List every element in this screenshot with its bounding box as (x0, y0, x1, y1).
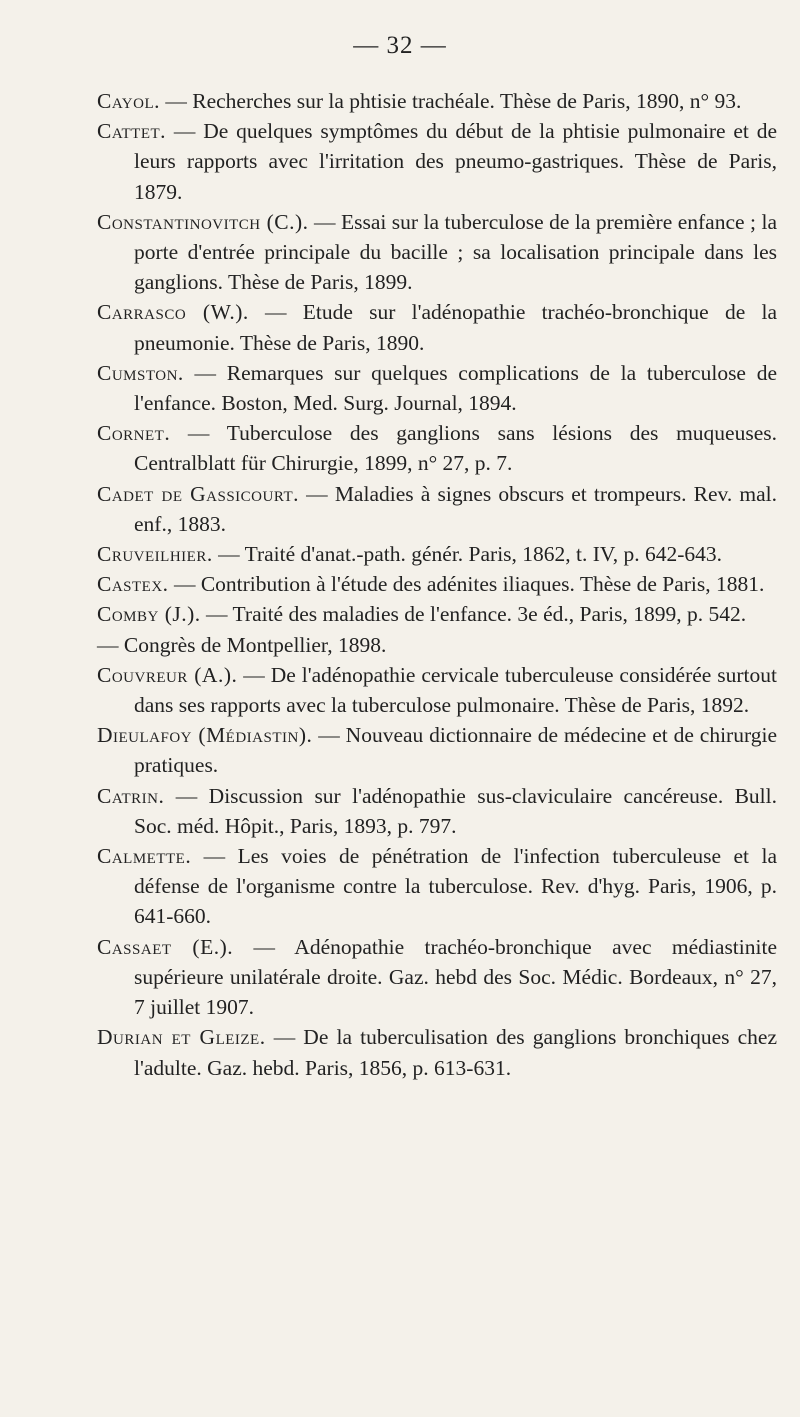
bibliography-entry (97, 207, 777, 298)
entry-text: — Discussion sur l'adénopathie sus-claviculaire cancéreuse. Bull. Soc. méd. Hôpit., Paris, 1893, p. 797. (134, 783, 777, 838)
bibliography-entry (97, 539, 777, 569)
entry-text: — Recherches sur la phtisie trachéale. Thèse de Paris, 1890, n° 93. (160, 89, 742, 113)
entry-author: Cattet. (97, 119, 167, 144)
bibliography-entry (97, 630, 777, 660)
entry-text: — Tuberculose des ganglions sans lésions des muqueuses. Centralblatt für Chirurgie, 1899, n° 27, p. 7. (134, 421, 777, 476)
entry-author: Cumston. (97, 360, 184, 385)
bibliography-entry (97, 660, 777, 720)
entry-text: — Maladies à signes obscurs et trompeurs. Rev. mal. enf., 1883. (134, 481, 777, 536)
bibliography-entry (97, 1022, 777, 1082)
bibliography-entry (97, 599, 777, 629)
entry-author: Castex. (97, 572, 169, 597)
entry-text: — Adénopathie trachéo-bronchique avec médiastinite supérieure unilatérale droite. Gaz. hebd des Soc. Médic. Bordeaux, n° 27, 7 juillet 1907. (134, 934, 777, 1020)
bibliography-entry (97, 569, 777, 599)
bibliography-entry (97, 841, 777, 932)
entry-text: — Essai sur la tuberculose de la première enfance ; la porte d'entrée principale du bacille ; sa localisation principale dans les ganglions. Thèse de Paris, 1899. (134, 209, 777, 295)
entry-author: Durian et Gleize. (97, 1025, 266, 1050)
bibliography-list (97, 86, 777, 1083)
bibliography-entry (97, 297, 777, 357)
entry-text: — Remarques sur quelques complications de la tuberculose de l'enfance. Boston, Med. Surg. Journal, 1894. (134, 360, 777, 416)
entry-author: Catrin. (97, 783, 165, 808)
page-number: — 32 — (353, 32, 447, 59)
bibliography-entry (97, 358, 777, 418)
entry-text: — Etude sur l'adénopathie trachéo-bronchique de la pneumonie. Thèse de Paris, 1890. (134, 300, 777, 355)
entry-text: — Congrès de Montpellier, 1898. (97, 632, 387, 657)
bibliography-entry (97, 86, 777, 116)
entry-text: — De quelques symptômes du début de la phtisie pulmonaire et de leurs rapports avec l'irritation des pneumo-gastriques. Thèse de Paris, 1879. (134, 119, 777, 204)
entry-author: Dieulafoy (Médiastin). (97, 723, 313, 748)
bibliography-entry (97, 418, 777, 478)
entry-author: Carrasco (W.). (97, 300, 249, 325)
entry-author: Cornet. (97, 421, 171, 446)
entry-author: Couvreur (A.). (97, 662, 238, 687)
bibliography-entry (97, 116, 777, 207)
entry-author: Calmette. (97, 844, 192, 869)
bibliography-entry (97, 720, 777, 780)
entry-author: Cruveilhier. (97, 542, 213, 567)
bibliography-entry (97, 479, 777, 539)
entry-text: — Les voies de pénétration de l'infection tuberculeuse et la défense de l'organisme contre la tuberculose. Rev. d'hyg. Paris, 1906, p. 641-660. (134, 844, 777, 929)
entry-text: — De l'adénopathie cervicale tuberculeuse considérée surtout dans ses rapports avec la tuberculose pulmonaire. Thèse de Paris, 1892. (134, 662, 777, 718)
bibliography-entry (97, 932, 777, 1023)
entry-text: — Traité d'anat.-path. génér. Paris, 1862, t. IV, p. 642-643. (212, 542, 722, 567)
entry-author: Cassaet (E.). (97, 934, 234, 959)
entry-author: Cayol. (97, 89, 160, 113)
entry-author: Cadet de Gassicourt. (97, 481, 299, 506)
bibliography-entry (97, 781, 777, 841)
entry-text: — De la tuberculisation des ganglions bronchiques chez l'adulte. Gaz. hebd. Paris, 1856, p. 613-631. (134, 1025, 777, 1080)
entry-author: Comby (J.). (97, 602, 201, 627)
entry-text: — Contribution à l'étude des adénites iliaques. Thèse de Paris, 1881. (168, 572, 765, 597)
entry-author: Constantinovitch (C.). (97, 209, 309, 234)
entry-text: — Nouveau dictionnaire de médecine et de chirurgie pratiques. (134, 723, 777, 778)
entry-text: — Traité des maladies de l'enfance. 3e éd., Paris, 1899, p. 542. (200, 602, 747, 627)
